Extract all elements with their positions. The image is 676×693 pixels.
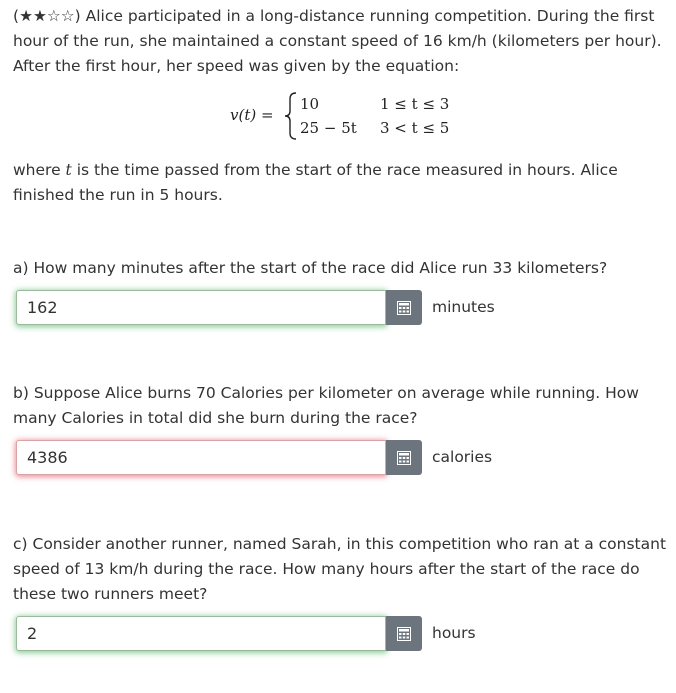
- unit-label-c: hours: [432, 624, 476, 642]
- unit-label-b: calories: [432, 448, 493, 466]
- equation-lhs: v(t) =: [230, 106, 274, 124]
- equation-row2-cond: 3 < t ≤ 5: [380, 119, 450, 137]
- answer-input-c[interactable]: 2: [16, 616, 386, 651]
- answer-input-b[interactable]: 4386: [16, 440, 386, 475]
- where-variable: t: [65, 161, 72, 179]
- left-brace: [284, 91, 298, 141]
- equation-row2-expr: 25 − 5t: [300, 119, 357, 137]
- answer-input-a[interactable]: 162: [16, 290, 386, 325]
- where-after: is the time passed from the start of the race measured in hours. Alice finished the run in 5 hours.: [13, 161, 618, 204]
- calculator-icon: [397, 301, 411, 315]
- calculator-button-c[interactable]: [386, 616, 422, 651]
- question-c-prompt: c) Consider another runner, named Sarah, in this competition who ran at a constant speed of 13 km/h during the race. How many hours after the start of the race do these two runners meet?: [13, 535, 667, 603]
- question-b-prompt: b) Suppose Alice burns 70 Calories per kilometer on average while running. How many Calories in total did she burn during the race?: [13, 384, 639, 427]
- unit-label-a: minutes: [432, 298, 495, 316]
- calculator-button-b[interactable]: [386, 440, 422, 475]
- calculator-button-a[interactable]: [386, 290, 422, 325]
- variable-description: [13, 158, 668, 208]
- equation-row1-expr: 10: [300, 95, 320, 113]
- intro-text: Alice participated in a long-distance running competition. During the first hour of the run, she maintained a constant speed of 16 km/h (kilometers per hour). After the first hour, her speed was given by the equation:: [13, 7, 662, 75]
- problem-intro: (★★☆☆) Alice participated in a long-distance running competition. During the first hour of the run, she maintained a constant speed of 16 km/h (kilometers per hour). After the first hour, her speed was given by the equation:: [13, 7, 662, 75]
- calculator-icon: [397, 627, 411, 641]
- where-before: where: [13, 161, 66, 179]
- equation-row1-cond: 1 ≤ t ≤ 3: [380, 95, 450, 113]
- speed-equation: [230, 91, 470, 141]
- difficulty-stars: ★★☆☆: [19, 7, 75, 25]
- question-a-prompt: a) How many minutes after the start of the race did Alice run 33 kilometers?: [13, 259, 608, 277]
- calculator-icon: [397, 451, 411, 465]
